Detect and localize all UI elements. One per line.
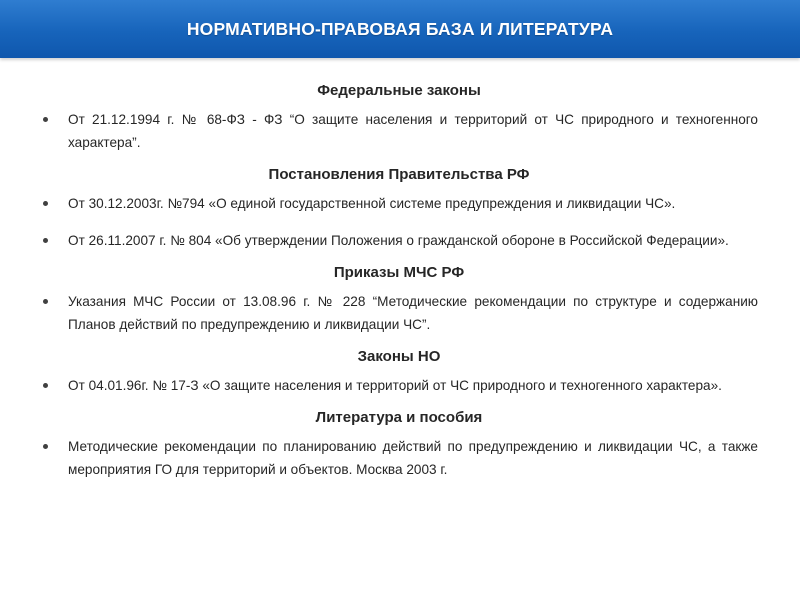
section-literature [40, 409, 758, 481]
bullet-icon [43, 444, 48, 449]
section-heading: Литература и пособия [315, 409, 483, 426]
section-regional-laws [40, 348, 758, 397]
list-item-text: Методические рекомендации по планированию действий по предупреждению и ликвидации ЧС, а также мероприятия ГО для территорий и объектов. Москва 2003 г. [68, 439, 758, 477]
section-mchs-orders [40, 264, 758, 336]
bullet-icon [43, 201, 48, 206]
list-item [40, 290, 758, 336]
page-title: НОРМАТИВНО-ПРАВОВАЯ БАЗА И ЛИТЕРАТУРА [186, 18, 614, 39]
bullet-icon [43, 117, 48, 122]
list-item-text: От 30.12.2003г. №794 «О единой государственной системе предупреждения и ликвидации ЧС». [68, 196, 676, 211]
list-item [40, 374, 758, 397]
list-item-text: От 26.11.2007 г. № 804 «Об утверждении Положения о гражданской обороне в Российской Федерации». [68, 233, 729, 248]
bullet-icon [43, 383, 48, 388]
title-bar [0, 0, 800, 58]
list-item-text: От 21.12.1994 г. № 68-ФЗ - ФЗ “О защите населения и территорий от ЧС природного и техногенного характера”. [68, 112, 758, 150]
section-federal-laws [40, 82, 758, 154]
bullet-icon [43, 299, 48, 304]
list-item-text: Указания МЧС России от 13.08.96 г. № 228 “Методические рекомендации по структуре и содержанию Планов действий по предупреждению и ликвидации ЧС”. [68, 294, 758, 332]
section-heading: Приказы МЧС РФ [333, 264, 465, 281]
list-item-text: От 04.01.96г. № 17-З «О защите населения и территорий от ЧС природного и техногенного характера». [68, 378, 722, 393]
list-item [40, 435, 758, 481]
section-heading: Федеральные законы [317, 82, 481, 99]
list-item [40, 229, 758, 252]
section-government-decrees [40, 166, 758, 252]
section-heading: Законы НО [357, 348, 441, 365]
section-heading: Постановления Правительства РФ [268, 166, 530, 183]
list-item [40, 108, 758, 154]
list-item [40, 192, 758, 215]
bullet-icon [43, 238, 48, 243]
content-area [40, 82, 758, 481]
